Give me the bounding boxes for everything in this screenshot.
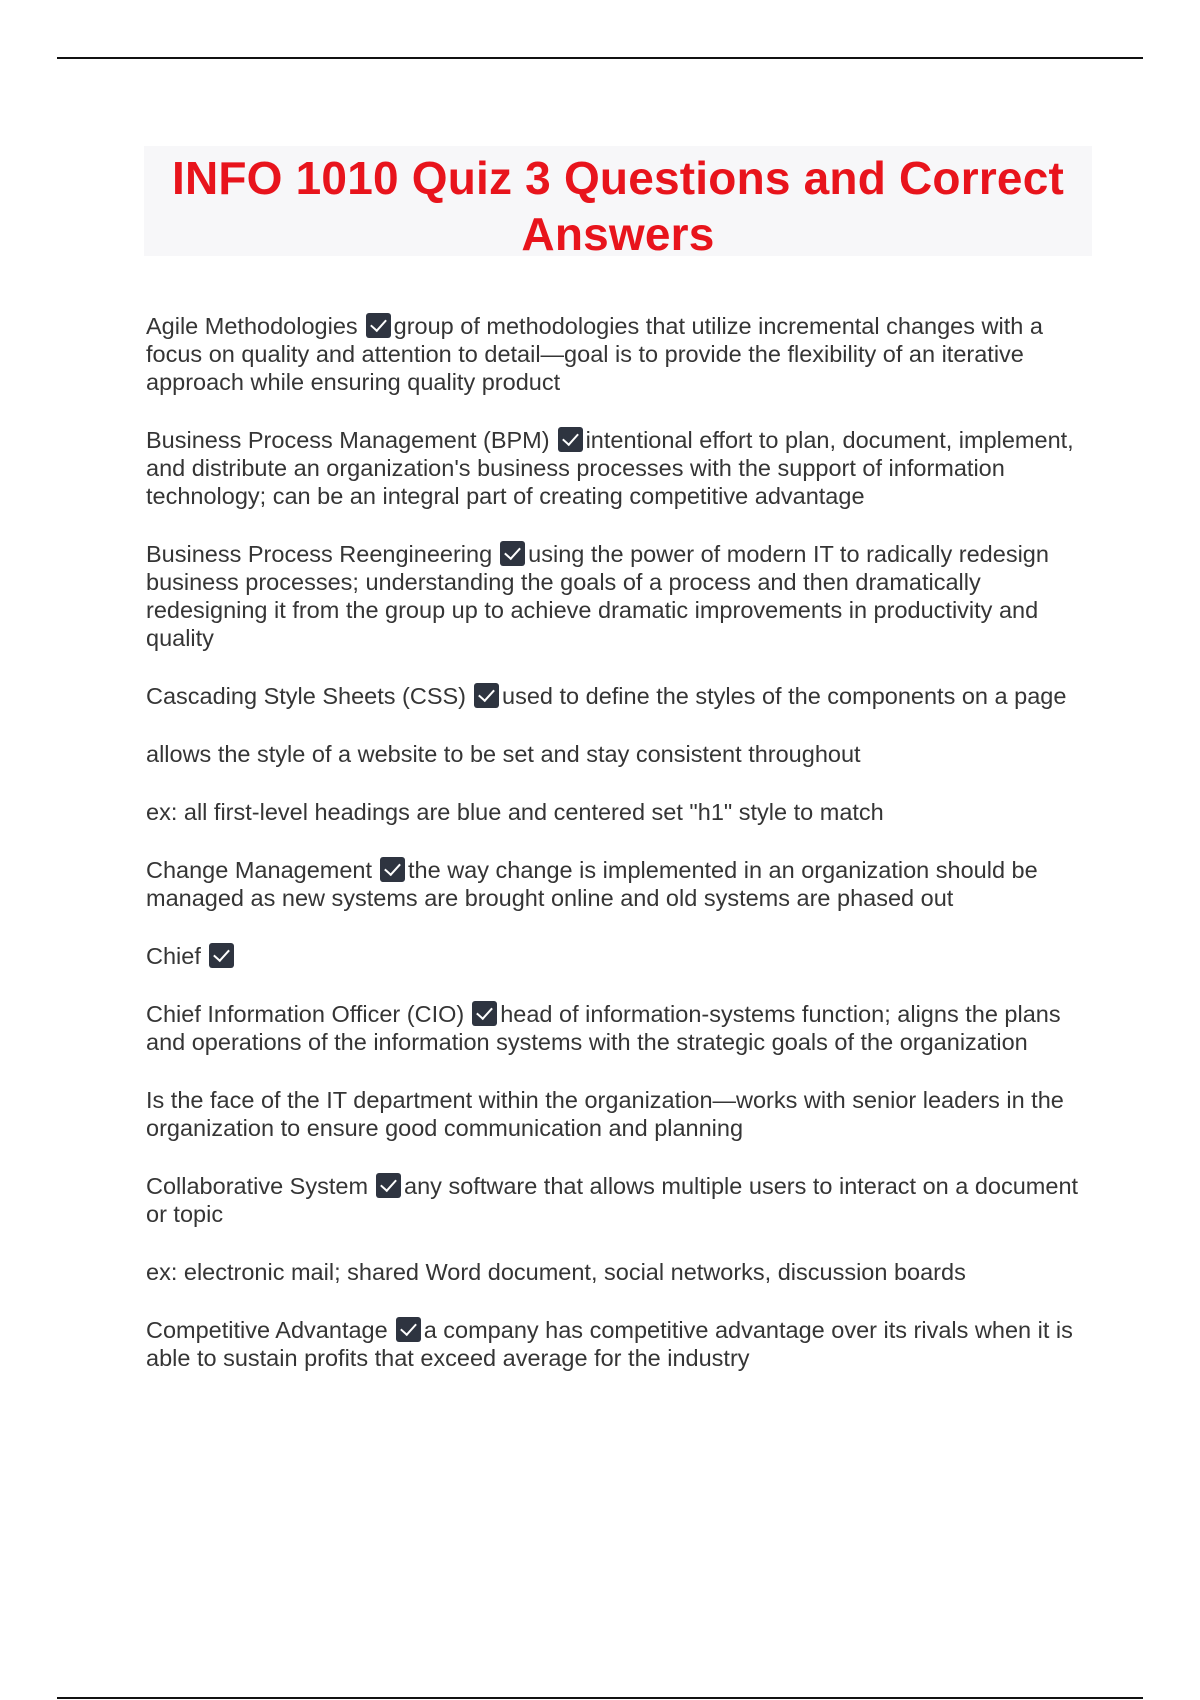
entry-term: Chief	[146, 943, 201, 969]
check-box-icon	[472, 1001, 497, 1026]
entry-definition: head of information-systems function; aligns the plans and operations of the information systems with the strategic goals of the organization	[146, 1001, 1061, 1055]
entry-cascading-style-sheets	[146, 682, 1086, 710]
entry-competitive-advantage	[146, 1316, 1086, 1372]
top-rule	[57, 57, 1143, 59]
entry-definition: intentional effort to plan, document, implement, and distribute an organization's business processes with the support of information technology; can be an integral part of creating competitive advantage	[146, 427, 1074, 509]
entry-definition: the way change is implemented in an organization should be managed as new systems are brought online and old systems are phased out	[146, 857, 1038, 911]
entry-business-process-management	[146, 426, 1086, 510]
entry-list	[146, 312, 1086, 1402]
entry-note: allows the style of a website to be set and stay consistent throughout	[146, 741, 861, 767]
entry-collaborative-system	[146, 1172, 1086, 1228]
check-box-icon	[209, 943, 234, 968]
entry-term: Change Management	[146, 857, 373, 883]
check-box-icon	[558, 427, 583, 452]
document-title: INFO 1010 Quiz 3 Questions and Correct Answers	[171, 152, 1065, 260]
entry-chief-information-officer	[146, 1000, 1086, 1056]
entry-term: Business Process Management (BPM)	[146, 427, 550, 453]
entry-term: Chief Information Officer (CIO)	[146, 1001, 465, 1027]
check-box-icon	[474, 683, 499, 708]
entry-example: ex: electronic mail; shared Word document, social networks, discussion boards	[146, 1259, 966, 1285]
title-banner	[144, 146, 1092, 260]
entry-term: Collaborative System	[146, 1173, 369, 1199]
entry-term: Business Process Reengineering	[146, 541, 493, 567]
entry-definition: group of methodologies that utilize incremental changes with a focus on quality and attention to detail—goal is to provide the flexibility of an iterative approach while ensuring quality product	[146, 313, 1043, 395]
entry-chief	[146, 942, 1086, 970]
entry-definition: using the power of modern IT to radically redesign business processes; understanding the goals of a process and then dramatically redesigning it from the group up to achieve dramatic improvements in productivity and quality	[146, 541, 1049, 651]
entry-note: Is the face of the IT department within the organization—works with senior leaders in the organization to ensure good communication and planning	[146, 1087, 1064, 1141]
entry-change-management	[146, 856, 1086, 912]
check-box-icon	[500, 541, 525, 566]
entry-term: Cascading Style Sheets (CSS)	[146, 683, 467, 709]
entry-definition: a company has competitive advantage over its rivals when it is able to sustain profits that exceed average for the industry	[146, 1317, 1073, 1371]
check-box-icon	[376, 1173, 401, 1198]
entry-definition: used to define the styles of the components on a page	[502, 683, 1067, 709]
entry-business-process-reengineering	[146, 540, 1086, 652]
entry-definition: any software that allows multiple users to interact on a document or topic	[146, 1173, 1079, 1227]
check-box-icon	[396, 1317, 421, 1342]
entry-agile-methodologies	[146, 312, 1086, 396]
entry-term: Competitive Advantage	[146, 1317, 388, 1343]
entry-example: ex: all first-level headings are blue and centered set "h1" style to match	[146, 799, 884, 825]
entry-term: Agile Methodologies	[146, 313, 358, 339]
check-box-icon	[380, 857, 405, 882]
bottom-rule	[57, 1697, 1143, 1699]
check-box-icon	[366, 313, 391, 338]
